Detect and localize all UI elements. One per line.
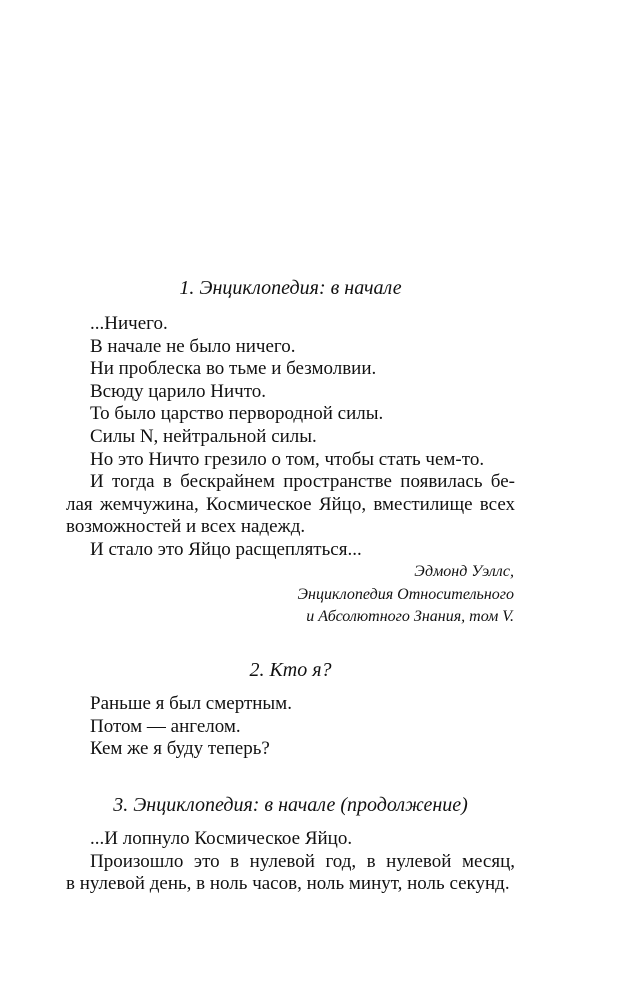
section-2-line-2: Потом — ангелом. bbox=[90, 715, 241, 737]
section-2-heading: 2. Кто я? bbox=[249, 659, 332, 681]
section-1-line-8: И тогда в бескрайнем пространстве появилась бе- bbox=[90, 471, 515, 493]
section-1-line-4: Всюду царило Ничто. bbox=[90, 380, 267, 402]
section-1-line-3: Ни проблеска во тьме и безмолвии. bbox=[90, 358, 377, 380]
section-1-body bbox=[66, 313, 515, 562]
section-1-heading: 1. Энциклопедия: в начале bbox=[179, 277, 402, 299]
section-2-line-1: Раньше я был смертным. bbox=[90, 693, 292, 714]
section-3-body bbox=[66, 828, 515, 896]
section-3-line-3: в нулевой день, в ноль часов, ноль минут, ноль секунд. bbox=[66, 873, 510, 895]
section-3-line-2: Произошло это в нулевой год, в нулевой месяц, bbox=[90, 850, 515, 872]
section-1-attribution bbox=[66, 561, 514, 629]
section-2-line-3: Кем же я буду теперь? bbox=[90, 738, 270, 760]
section-2-body bbox=[66, 693, 515, 761]
section-1-line-11: И стало это Яйцо расщепляться... bbox=[90, 538, 362, 560]
section-3-line-1: ...И лопнуло Космическое Яйцо. bbox=[90, 828, 353, 849]
attribution-author: Эдмонд Уэллс, bbox=[414, 563, 514, 580]
section-3-heading: 3. Энциклопедия: в начале (продолжение) bbox=[113, 794, 468, 816]
attribution-source-line-1: Энциклопедия Относительного bbox=[297, 585, 514, 603]
section-1-line-5: То было царство первородной силы. bbox=[90, 403, 384, 425]
attribution-source-line-2: и Абсолютного Знания, том V. bbox=[306, 608, 514, 625]
section-1-line-2: В начале не было ничего. bbox=[90, 335, 296, 357]
section-1-line-9: лая жемчужина, Космическое Яйцо, вместилище всех bbox=[66, 493, 515, 515]
section-1-line-6: Силы N, нейтральной силы. bbox=[90, 425, 317, 447]
section-1-line-10: возможностей и всех надежд. bbox=[66, 516, 306, 538]
section-1-line-7: Но это Ничто грезило о том, чтобы стать чем-то. bbox=[90, 448, 485, 470]
section-1-line-1: ...Ничего. bbox=[90, 313, 168, 334]
